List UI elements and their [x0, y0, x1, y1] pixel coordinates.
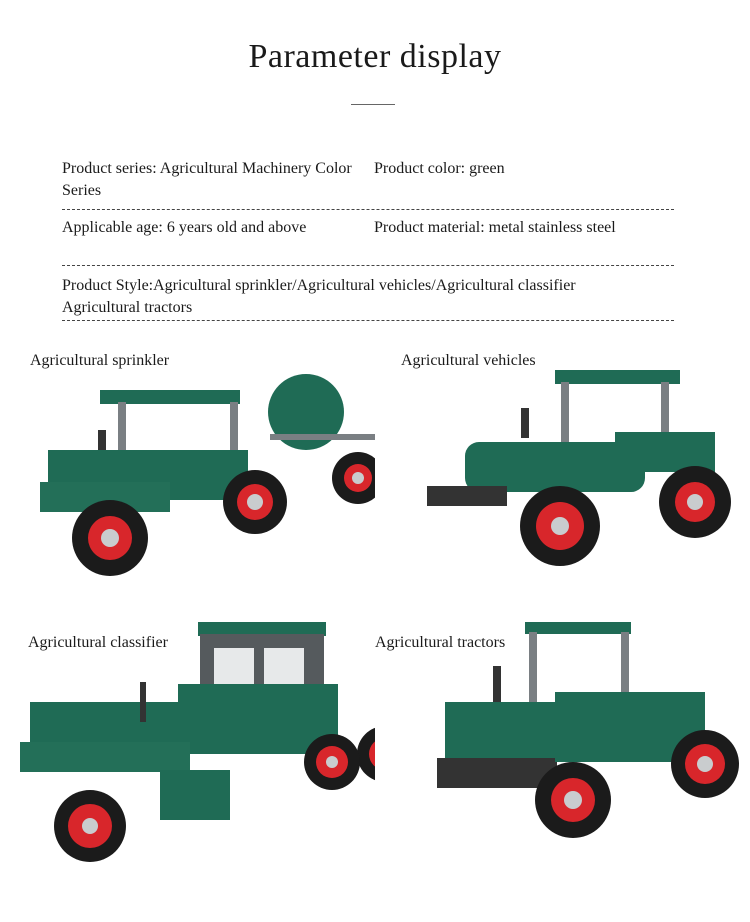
spec-style: Product Style:Agricultural sprinkler/Agricultural vehicles/Agricultural classifier — [62, 277, 576, 294]
sprinkler-tractor-image — [0, 342, 375, 622]
product-sprinkler — [0, 342, 375, 622]
vehicle-tractor-image — [375, 342, 750, 622]
classifier-grader-image — [0, 622, 375, 902]
product-classifier — [0, 622, 375, 902]
spec-table — [62, 158, 674, 323]
product-label: Agricultural sprinkler — [30, 352, 170, 369]
page-title: Parameter display — [248, 38, 502, 75]
spec-style-types: Agricultural tractors — [62, 299, 193, 316]
spec-divider — [62, 265, 674, 266]
spec-age: Applicable age: 6 years old and above — [62, 219, 307, 236]
product-vehicles — [375, 342, 750, 622]
spec-series: Product series: Agricultural Machinery Color Series — [62, 160, 352, 199]
product-label: Agricultural classifier — [28, 634, 168, 651]
spec-divider — [62, 320, 674, 321]
tractor-image — [375, 622, 750, 902]
product-label: Agricultural tractors — [375, 634, 506, 651]
product-tractors — [375, 622, 750, 902]
spec-color: Product color: green — [374, 160, 505, 177]
spec-divider — [62, 209, 674, 210]
product-label: Agricultural vehicles — [401, 352, 536, 369]
title-underline — [351, 104, 395, 105]
spec-material: Product material: metal stainless steel — [374, 219, 616, 236]
